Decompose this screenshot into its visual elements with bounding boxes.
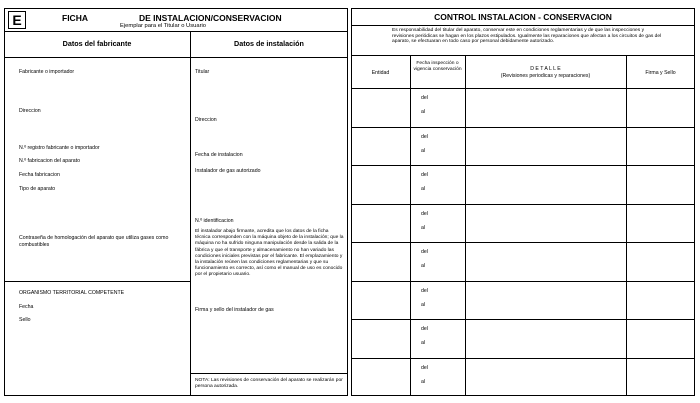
organismo-title: ORGANISMO TERRITORIAL COMPETENTE [19, 290, 125, 296]
nota-divider [190, 373, 348, 374]
control-row-divider [351, 204, 695, 205]
control-row-divider [351, 358, 695, 359]
control-title-divider [351, 25, 695, 26]
instalador-label: Instalador de gas autorizado [195, 168, 261, 174]
control-intro: Es responsabilidad del titular del aparato, conservar este en condiciones reglamentarias y de que las inspecciones y revisiones periódicas se hagan en los plazos estipulados. Igualmente las reparaciones que afectan a los circuitos de gas del aparato, se efectuaran en todo caso por personal debidamente autorizado. [392, 28, 662, 45]
left-form-frame [4, 8, 348, 396]
section-letter: E [12, 12, 22, 28]
section-header-divider [4, 57, 348, 58]
registro-label: N.º registro fabricante o importador [19, 145, 100, 151]
fecha-instalacion-label: Fecha de instalacion [195, 152, 243, 158]
row-del-label: del [421, 326, 428, 332]
control-row-divider [351, 165, 695, 166]
row-del-label: del [421, 95, 428, 101]
row-al-label: al [421, 224, 426, 231]
form-subtitle: Ejemplar para el Titular o Usuario [120, 23, 207, 29]
row-al-label: al [421, 147, 426, 154]
row-del-label: del [421, 287, 428, 294]
firma-instalador-label: Firma y sello del instalador de gas [195, 307, 274, 313]
fabricante-section-title: Datos del fabricante [62, 39, 132, 48]
col-fecha-header: Fecha inspección o vigencia conservación [413, 61, 462, 73]
tipo-aparato-label: Tipo de aparato [19, 186, 56, 192]
fecha-fabricacion-label: Fecha fabricacion [19, 172, 60, 178]
row-al-label: al [421, 378, 426, 385]
col-detalle-header: D E T A L L E [530, 66, 561, 72]
control-col-divider-3 [626, 55, 627, 396]
col-firma-header: Firma y Sello [645, 70, 676, 76]
control-col-divider-1 [410, 55, 411, 396]
row-al-label: al [421, 340, 426, 346]
row-al-label: al [421, 263, 426, 269]
control-row-divider [351, 281, 695, 282]
row-del-label: del [421, 172, 428, 178]
control-intro-divider [351, 55, 695, 56]
nota-text: NOTA: Las revisiones de conservación del aparato se realizarán por persona autorizada. [195, 378, 343, 390]
row-del-label: del [421, 210, 428, 217]
organismo-fecha-label: Fecha [19, 304, 34, 310]
ficha-label: FICHA [62, 13, 88, 23]
identificacion-label: N.º identificacion [195, 218, 234, 224]
control-row-divider [351, 242, 695, 243]
organismo-sello-label: Sello [19, 317, 31, 323]
control-col-divider-2 [465, 55, 466, 396]
row-del-label: del [421, 249, 428, 255]
col-entidad-header: Entidad [371, 70, 390, 76]
numero-fabricacion-label: N.º fabricacion del aparato [19, 158, 81, 164]
control-row-divider [351, 127, 695, 128]
direccion-fabricante-label: Direccion [19, 108, 41, 114]
row-al-label: al [421, 301, 426, 308]
control-header-divider [351, 88, 695, 89]
organismo-divider [4, 281, 190, 282]
row-del-label: del [421, 133, 428, 140]
instalador-statement: El instalador abajo firmante, acredita que los datos de la ficha técnica corresponden con la máquina objeto de la instalación; que la máquina no ha sufrido ninguna manipulación desde la salida de la fábrica y que el transporte y almacenamiento no han variado las condiciones iniciales previstas por el fabricante. El emplazamiento y la instalación reúnen las condiciones reglamentarias y que su funcionamiento es correcto, así como el manual de uso es conocido por el propietario usuario. [195, 229, 344, 278]
instalacion-section-title: Datos de instalación [234, 39, 304, 48]
direccion-instalacion-label: Direccion [195, 117, 217, 123]
control-title: CONTROL INSTALACION - CONSERVACION [434, 12, 612, 22]
contrasena-label: Contraseña de homologación del aparato que utiliza gases como combustibles [19, 235, 169, 248]
col-detalle-subheader: (Revisiones periodicas y reparaciones) [500, 73, 591, 79]
row-al-label: al [421, 186, 426, 192]
left-col-divider [190, 31, 191, 396]
fabricante-label: Fabricante o importador [19, 69, 75, 75]
row-al-label: al [421, 109, 426, 115]
row-del-label: del [421, 364, 428, 371]
form-title: DE INSTALACION/CONSERVACION [139, 13, 282, 23]
control-row-divider [351, 319, 695, 320]
header-divider [4, 31, 348, 32]
titular-label: Titular [195, 69, 210, 75]
